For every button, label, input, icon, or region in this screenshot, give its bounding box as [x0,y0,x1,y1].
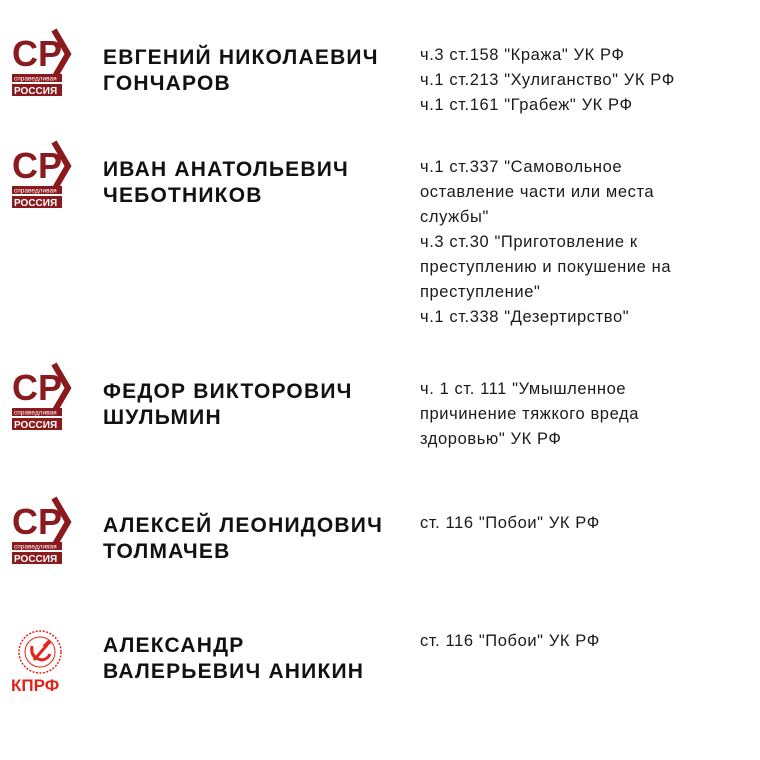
person-name: АЛЕКСАНДР ВАЛЕРЬЕВИЧ АНИКИН [103,634,365,683]
sr-party-logo [10,140,72,212]
person-name: ИВАН АНАТОЛЬЕВИЧ ЧЕБОТНИКОВ [103,158,349,207]
charges-list: ч. 1 ст. 111 "Умышленное причинение тяжкого вреда здоровью" УК РФ [420,380,640,448]
person-name: ЕВГЕНИЙ НИКОЛАЕВИЧ ГОНЧАРОВ [103,46,379,95]
svg-text:справедливая: справедливая [14,75,57,83]
svg-text:СР: СР [12,367,63,408]
person-name: ФЕДОР ВИКТОРОВИЧ ШУЛЬМИН [103,380,353,429]
charges-list: ч.1 ст.337 "Самовольное оставление части или места службы" ч.3 ст.30 "Приготовление к преступлению и покушение на преступление" ч.1 ст.338 "Дезертирство" [420,158,672,326]
sr-party-logo [10,362,72,434]
svg-text:СР: СР [12,145,63,186]
svg-text:РОССИЯ: РОССИЯ [14,86,58,97]
svg-text:РОССИЯ: РОССИЯ [14,554,58,565]
kprf-party-logo [10,628,72,700]
svg-text:РОССИЯ: РОССИЯ [14,198,58,209]
svg-text:РОССИЯ: РОССИЯ [14,420,58,431]
sr-party-logo [10,496,72,568]
charges-list: ст. 116 "Побои" УК РФ [420,514,600,532]
svg-text:СР: СР [12,501,63,542]
svg-text:СР: СР [12,33,63,74]
svg-text:справедливая: справедливая [14,187,57,195]
charges-list: ч.3 ст.158 "Кража" УК РФ ч.1 ст.213 "Хулиганство" УК РФ ч.1 ст.161 "Грабеж" УК РФ [420,46,675,114]
svg-text:справедливая: справедливая [14,543,57,551]
person-name: АЛЕКСЕЙ ЛЕОНИДОВИЧ ТОЛМАЧЕВ [103,514,384,563]
svg-text:КПРФ: КПРФ [11,676,60,694]
charges-list: ст. 116 "Побои" УК РФ [420,632,600,650]
svg-text:справедливая: справедливая [14,409,57,417]
sr-party-logo [10,28,72,100]
